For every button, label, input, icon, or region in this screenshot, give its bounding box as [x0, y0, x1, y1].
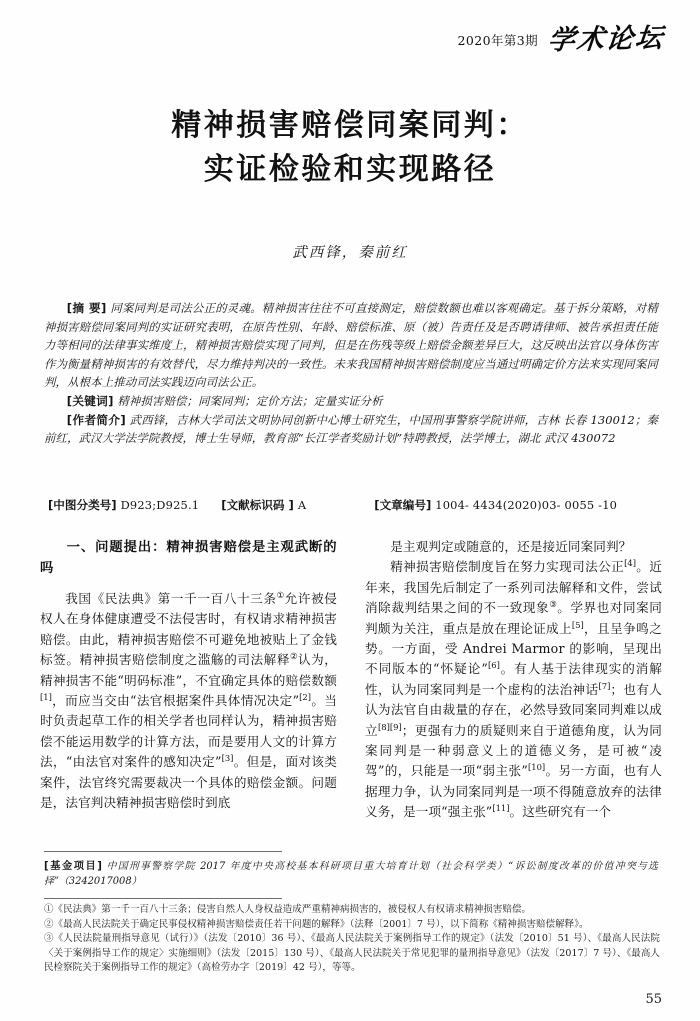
title-line-1: 精神损害赔偿同案同判： — [171, 108, 529, 143]
author-bio-paragraph — [44, 411, 658, 448]
title-line-2: 实证检验和实现路径 — [203, 152, 497, 187]
page-number: 55 — [645, 992, 662, 1007]
section-heading: 一、问题提出：精神损害赔偿是主观武断的吗 — [40, 540, 337, 576]
page-title — [0, 104, 700, 192]
text-run: ；也有人认为法官自由裁量的存在，必然导致同案同判难以成立 — [365, 681, 662, 738]
keywords-paragraph — [44, 392, 658, 411]
author-bio-text: 武西锋，吉林大学司法文明协同创新中心博士研究生，中国刑事警察学院讲师，吉林 长春 130012；秦前红，武汉大学法学院教授，博士生导师，教育部“长江学者奖励计划”特聘教授，法学博士，湖北 武汉 430072 — [44, 412, 659, 446]
citation-ref-7: [7] — [598, 680, 611, 691]
right-column — [365, 537, 662, 842]
citation-ref-2: [2] — [299, 691, 312, 702]
citation-ref-5: [5] — [571, 619, 584, 630]
footnote-ref-1: ① — [276, 589, 285, 600]
text-run: 我国《民法典》第一千一百八十三条 — [65, 591, 277, 606]
article-number-value: 1004- 4434(2020)03- 0055 -10 — [435, 498, 618, 512]
masthead — [457, 22, 666, 57]
footnotes-divider — [44, 898, 282, 899]
text-run: 。另一方面，也有人据理力争，认为同案同判是一项不得随意放弃的法律义务，是一项“强主张” — [365, 763, 662, 820]
clc-code — [48, 497, 199, 513]
text-run: 。但是，面对该类案件，法官终究需要裁决一个具体的赔偿金额。问题是，法官判决精神损害赔偿时到底 — [40, 754, 337, 811]
text-run: 精神损害赔偿制度旨在努力实现司法公正 — [390, 559, 625, 575]
abstract-text: 同案同判是司法公正的灵魂。精神损害往往不可直接测定，赔偿数额也难以客观确定。基于拆分策略，对精神损害赔偿同案同判的实证研究表明，在原告性别、年龄、赔偿标准、原（被）告责任及是否聘请律师、被告承担责任能力等相同的法律事实维度上，精神损害赔偿实现了同判，但是在伤残等级上赔偿金额差异巨大，这反映出法官以身体伤害作为衡量精神损害的有效替代，尽力维持判决的一致性。未来我国精神损害赔偿制度应当通过明确定价方法来实现同案同判，从根本上推动司法实践迈向司法公正。 — [44, 301, 658, 390]
fund-note-divider — [44, 851, 282, 852]
footnote-item: ①《民法典》第一千一百八十三条；侵害自然人人身权益造成严重精神病损害的，被侵权人有权请求精神损害赔偿。 — [44, 904, 532, 915]
citation-ref-9: [10] — [527, 762, 546, 773]
fund-note — [44, 859, 658, 890]
classification-codes — [48, 497, 660, 513]
article-number-label: [文章编号] — [374, 498, 432, 512]
text-run: 允许被侵权人在身体健康遭受不法侵害时，有权请求精神损害赔偿。由此，精神损害赔偿不可避免地被贴上了金钱标签。精神损害赔偿制度之滥觞的司法解释 — [40, 591, 337, 668]
text-run: ；更强有力的质疑则来自于道德角度，认为同案同判是一种弱意义上的道德义务，是可被“凌驾”的，只能是一项“弱主张” — [365, 722, 662, 779]
document-code-value: A — [297, 498, 307, 512]
clc-value: D923;D925.1 — [120, 498, 200, 512]
document-code — [221, 497, 306, 513]
citation-ref-10: [11] — [492, 803, 510, 814]
citation-ref-1: [1] — [40, 691, 52, 702]
footnotes-block — [44, 903, 660, 976]
left-column — [40, 537, 337, 842]
footnote-ref-2: ② — [290, 651, 298, 662]
citation-ref-4: [4] — [624, 558, 636, 569]
abstract-label: [摘 要] — [66, 301, 107, 315]
fund-note-label: [基金项目] — [44, 861, 103, 872]
article-number — [374, 497, 617, 513]
fund-note-text: 中国刑事警察学院 2017 年度中央高校基本科研项目重大培育计划（社会科学类）“诉讼制度改革的价值冲突与选择”（3242017008） — [44, 861, 658, 888]
text-run: ，而应当交由“法官根据案件具体情况决定” — [51, 693, 300, 709]
right-paragraph-2 — [365, 557, 662, 822]
footnote-item: ②《最高人民法院关于确定民事侵权精神损害赔偿责任若干问题的解释》（法释〔2001〕7 号），以下简称《精神损害赔偿解释》。 — [44, 918, 589, 930]
document-code-label: [文献标识码 ] — [221, 498, 294, 512]
text-run: 认为，精神损害不能“明码标准”，不宜确定具体的赔偿数额 — [40, 652, 337, 688]
keywords-label: [关键词] — [66, 393, 114, 408]
frontmatter-block — [44, 299, 658, 448]
abstract-paragraph — [44, 299, 658, 392]
text-run: 。当时负责起草工作的相关学者也同样认为，精神损害赔偿不能运用数学的计算方法，而是要用人文的计算方法，“由法官对案件的感知决定” — [40, 693, 337, 770]
author-bio-label: [作者简介] — [66, 412, 126, 427]
text-run: ，且呈争鸣之势。一方面，受 Andrei Marmor 的影响，呈现出不同版本的“怀疑论” — [365, 620, 662, 677]
footnote-item: ③《人民法院量刑指导意见（试行）》（法发〔2010〕36 号）、《最高人民法院关于案例指导工作的规定》（法发〔2010〕51 号）、《最高人民法院〈关于案例指导工作的规定〉实施细则》（法发〔2015〕130 号）、《最高人民法院关于常见犯罪的量刑指导意见》（法发〔2017〕7 号）、《最高人民检察院关于案例指导工作的规定》（高检劳办字〔2019〕42 号），等等。 — [44, 933, 660, 974]
text-run: 。这些研究有一个 — [509, 804, 612, 820]
body-columns — [40, 537, 662, 842]
clc-label: [中图分类号] — [48, 498, 117, 512]
text-run: 。有人基于法律现实的消解性，认为同案同判是一个虚构的法治神话 — [365, 661, 662, 697]
text-run: 。近年来，我国先后制定了一系列司法解释和文件，尝试消除裁判结果之间的不一致现象 — [365, 559, 662, 616]
citation-ref-8: [8][9] — [378, 721, 402, 732]
left-paragraph-1 — [40, 589, 337, 813]
right-paragraph-1 — [365, 537, 662, 557]
footnote-ref-3: ③ — [549, 599, 558, 610]
issue-line: 2020年第3期 — [457, 33, 538, 48]
citation-ref-6: [6] — [487, 660, 500, 671]
citation-ref-3: [3] — [221, 753, 234, 764]
journal-name: 学术论坛 — [546, 22, 666, 57]
author-byline: 武西锋，秦前红 — [292, 245, 408, 261]
text-run: 。学界也对同案同判颇为关注，重点是放在理论证成上 — [365, 600, 662, 636]
text-run: 是主观判定或随意的，还是接近同案同判？ — [390, 539, 632, 554]
keywords-text: 精神损害赔偿；同案同判；定价方法；定量实证分析 — [117, 393, 383, 408]
